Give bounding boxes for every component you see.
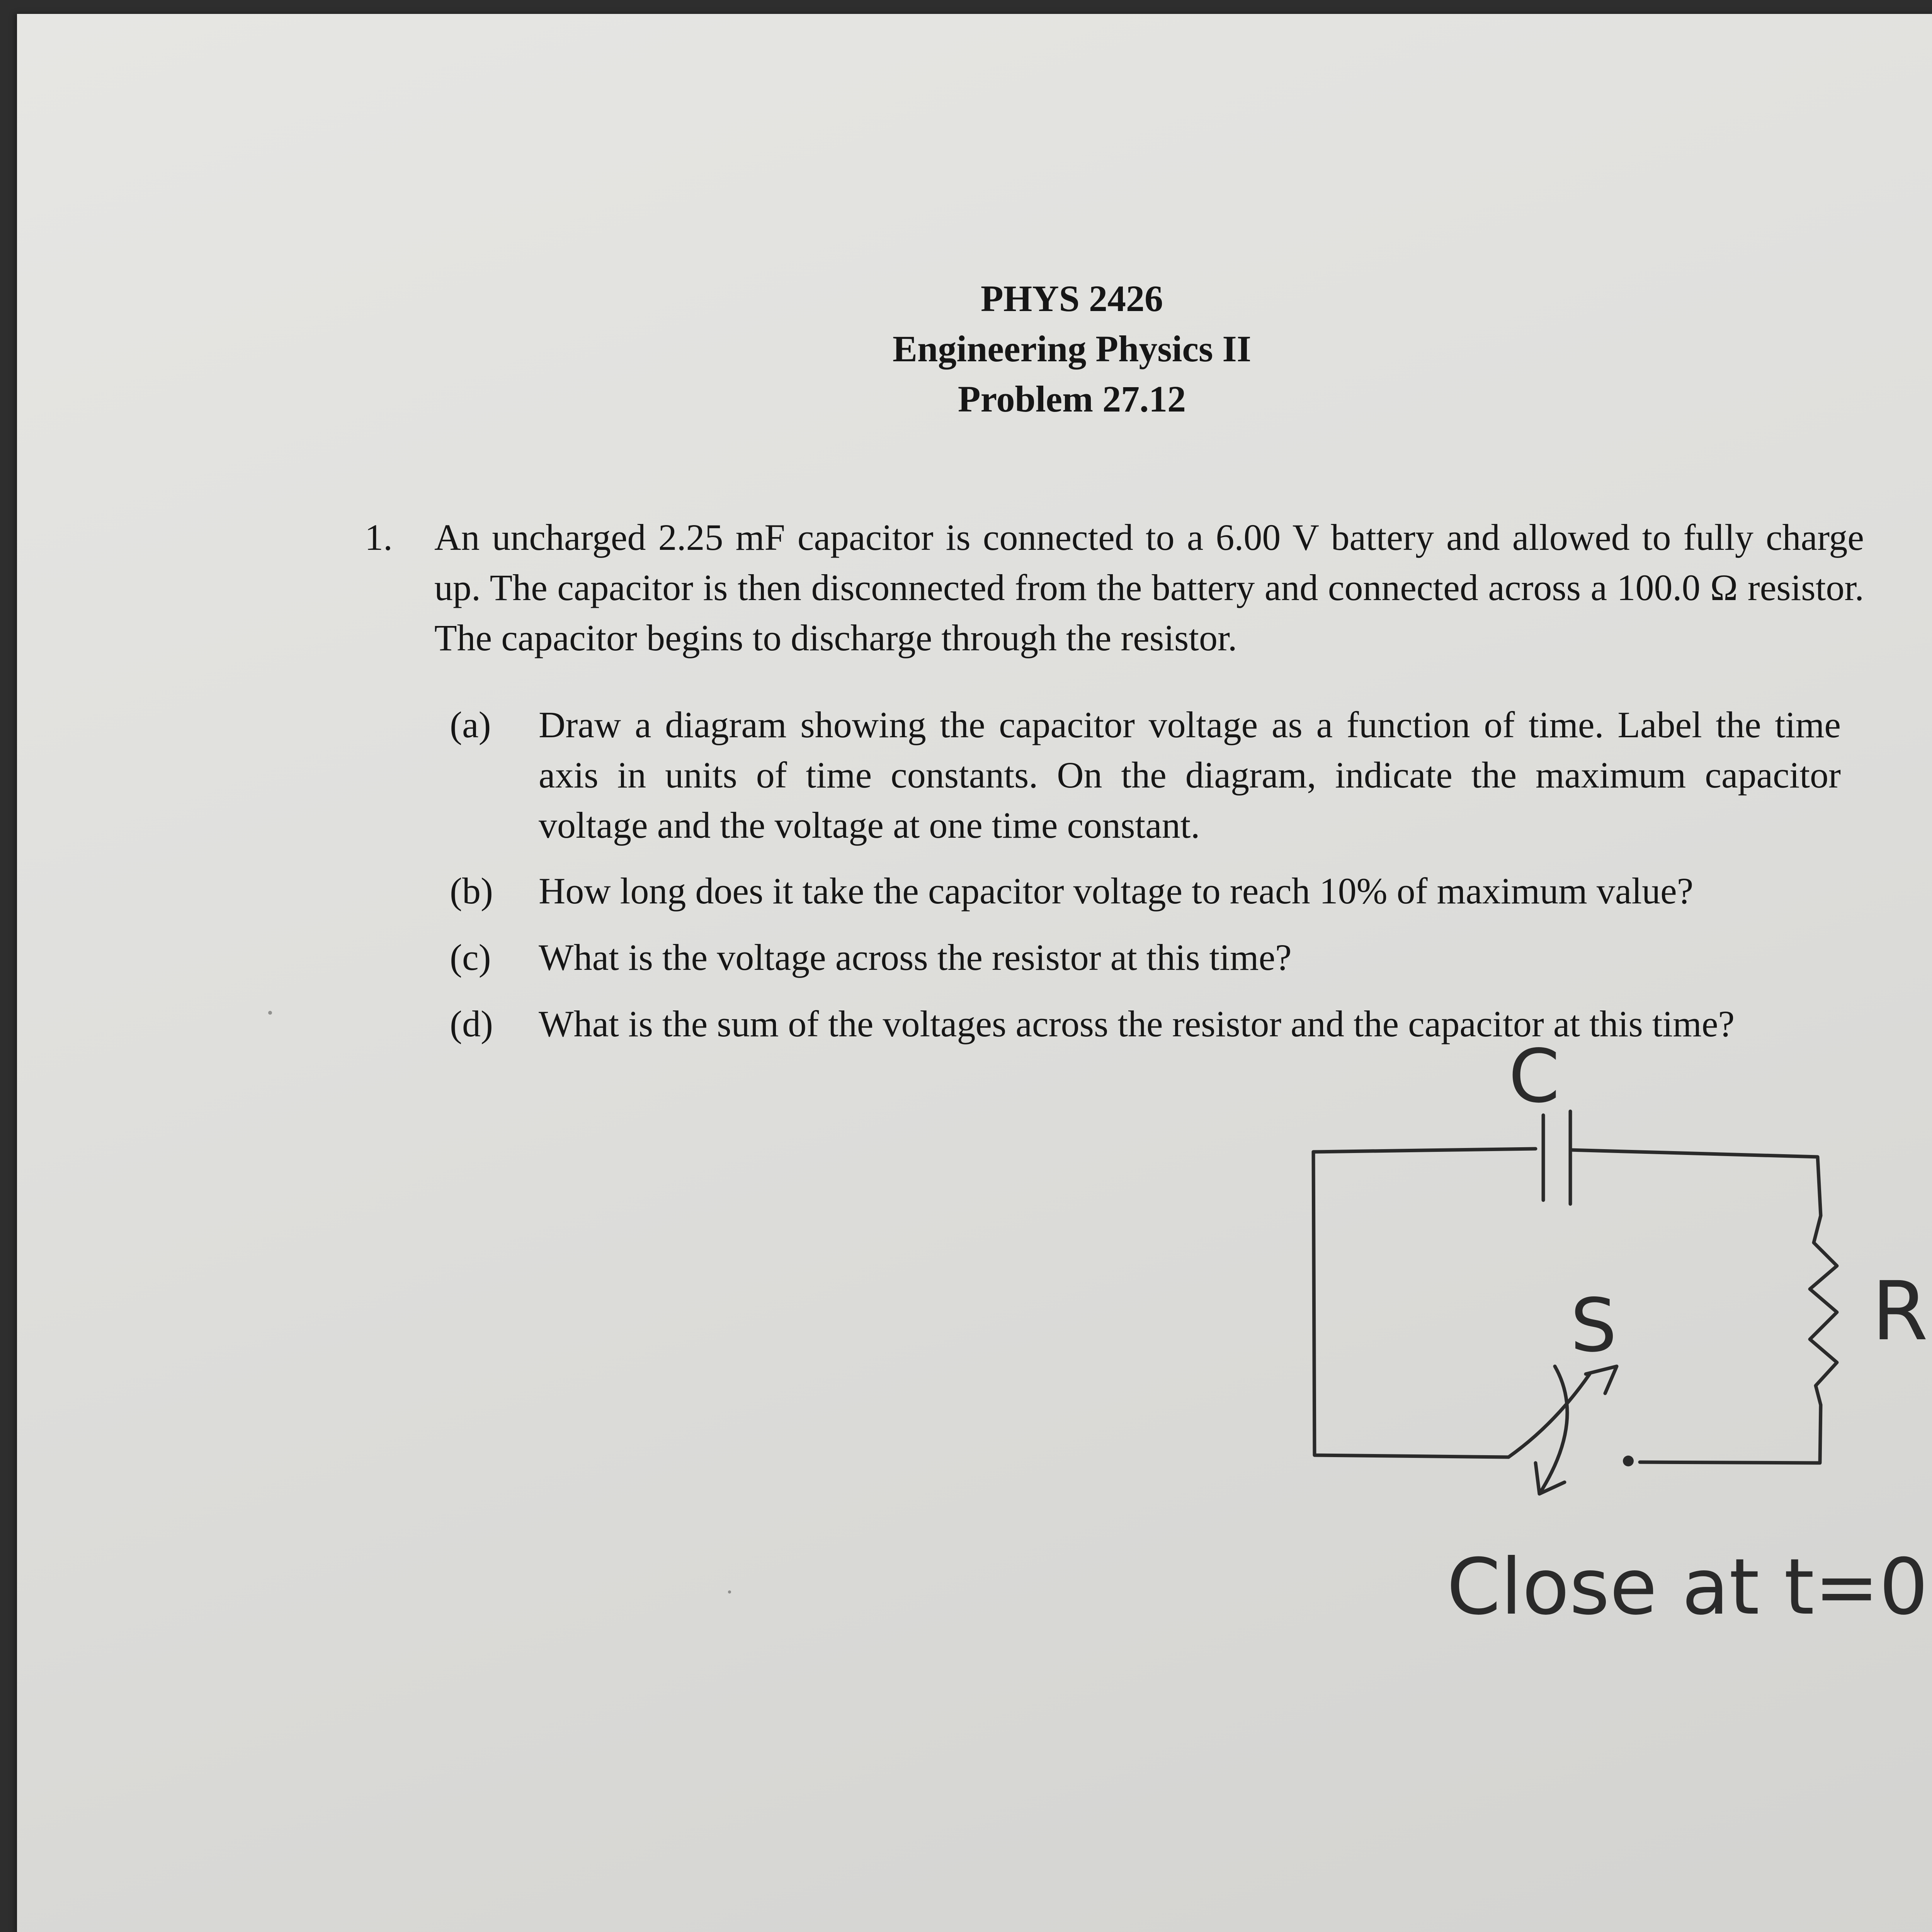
wire-top-right xyxy=(1570,1150,1821,1216)
part-label: (b) xyxy=(450,870,493,912)
part-text: Draw a diagram showing the capacitor voltage as a function of time. Label the time axis in units of time constants. On the diagram, indicate the maximum capacitor voltage and the voltage at one time constant. xyxy=(539,704,1841,846)
paper-sheet xyxy=(17,14,1932,1932)
document-header xyxy=(17,274,1932,424)
part-label: (a) xyxy=(450,704,491,745)
paper-speck xyxy=(268,1011,272,1015)
question-number: 1. xyxy=(365,517,393,558)
part-a xyxy=(450,700,1841,850)
problem-number: Problem 27.12 xyxy=(957,378,1186,420)
part-text: What is the sum of the voltages across the resistor and the capacitor at this time? xyxy=(539,1003,1735,1044)
part-text: What is the voltage across the resistor at this time? xyxy=(539,937,1292,978)
course-title: Engineering Physics II xyxy=(892,328,1252,369)
part-label: (c) xyxy=(450,937,491,978)
part-c xyxy=(450,932,1841,983)
document xyxy=(17,14,1932,1932)
part-text: How long does it take the capacitor voltage to reach 10% of maximum value? xyxy=(539,870,1694,912)
part-b xyxy=(450,866,1841,916)
wire-top-left xyxy=(1313,1149,1536,1152)
question-parts xyxy=(450,700,1841,1049)
capacitor-label: C xyxy=(1509,1034,1560,1119)
part-label: (d) xyxy=(450,1003,493,1044)
paper-speck xyxy=(728,1590,731,1594)
switch-label: S xyxy=(1570,1283,1617,1368)
switch-contact xyxy=(1623,1456,1634,1466)
resistor-label: R xyxy=(1872,1264,1928,1359)
switch-note: Close at t=0 xyxy=(1447,1542,1929,1632)
wire-bottom-right xyxy=(1640,1405,1821,1463)
switch-blade xyxy=(1509,1374,1590,1457)
wire-left xyxy=(1313,1152,1509,1457)
course-code: PHYS 2426 xyxy=(980,278,1163,319)
question-text: An uncharged 2.25 mF capacitor is connected to a 6.00 V battery and allowed to fully charge up. The capacitor is then disconnected from the battery and connected across a 100.0 Ω resistor. The capacitor begins to discharge through the resistor. xyxy=(434,517,1864,658)
resistor-symbol xyxy=(1810,1216,1837,1405)
switch-top-arrow-head xyxy=(1586,1366,1617,1393)
circuit-diagram xyxy=(1215,1034,1932,1691)
